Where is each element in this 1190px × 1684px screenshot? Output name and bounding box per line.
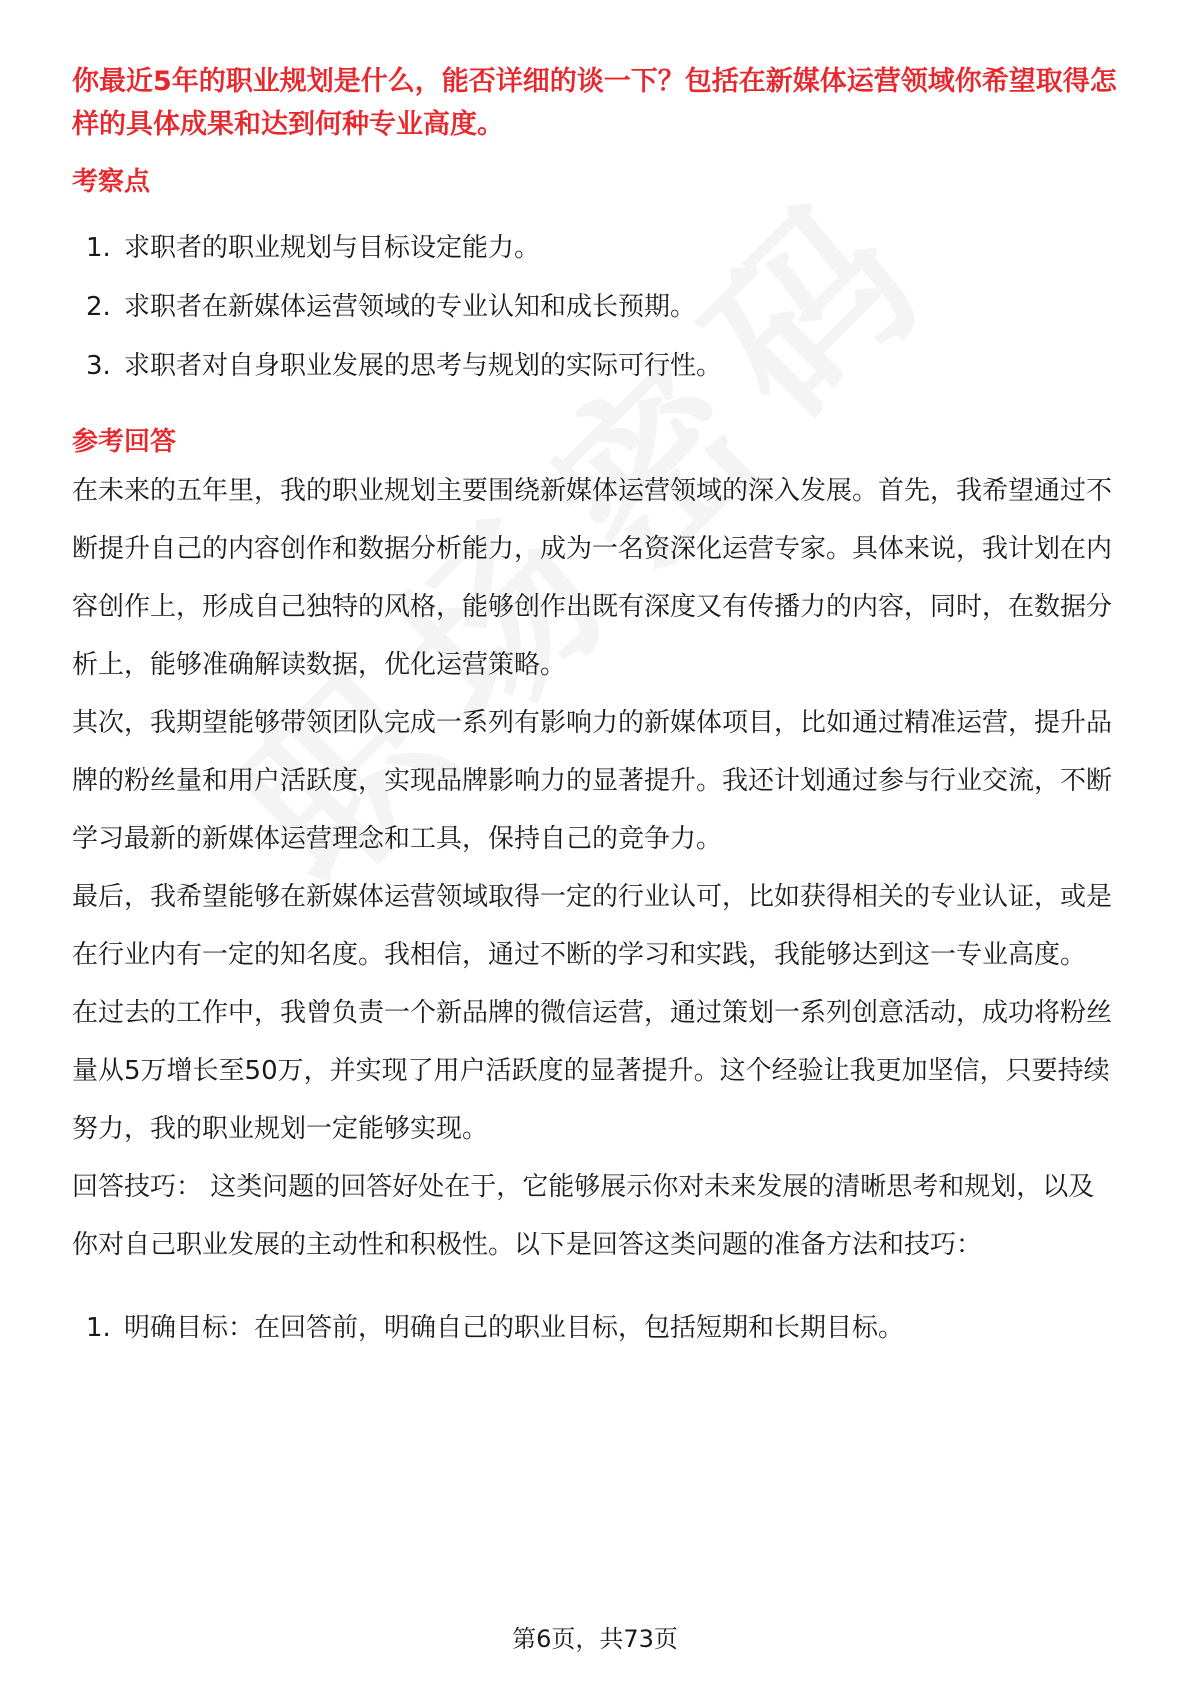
points-list [72, 228, 1118, 386]
list-number: 1. [86, 1313, 111, 1343]
list-number: 1. [86, 233, 111, 263]
list-number: 2. [86, 292, 111, 322]
list-item-text: 求职者在新媒体运营领域的专业认知和成长预期。 [124, 292, 697, 322]
answer-paragraph: 其次，我期望能够带领团队完成一系列有影响力的新媒体项目，比如通过精准运营，提升品牌的粉丝量和用户活跃度，实现品牌影响力的显著提升。我还计划通过参与行业交流，不断学习最新的新媒体运营理念和工具，保持自己的竞争力。 [72, 708, 1113, 854]
list-item-text: 求职者的职业规划与目标设定能力。 [124, 233, 541, 263]
list-item [72, 346, 1118, 386]
tips-intro-paragraph: 回答技巧： 这类问题的回答好处在于，它能够展示你对未来发展的清晰思考和规划，以及你对自己职业发展的主动性和积极性。以下是回答这类问题的准备方法和技巧： [72, 1172, 1095, 1260]
page-content [72, 60, 1118, 1348]
list-item [72, 228, 1118, 268]
points-heading: 考察点 [72, 167, 151, 197]
page-footer: 第6页，共73页 [512, 1625, 678, 1653]
answer-heading: 参考回答 [72, 427, 177, 457]
tips-list [72, 1308, 1118, 1348]
answer-paragraph: 在未来的五年里，我的职业规划主要围绕新媒体运营领域的深入发展。首先，我希望通过不断提升自己的内容创作和数据分析能力，成为一名资深化运营专家。具体来说，我计划在内容创作上，形成自己独特的风格，能够创作出既有深度又有传播力的内容，同时，在数据分析上，能够准确解读数据，优化运营策略。 [72, 476, 1113, 680]
list-item-text: 求职者对自身职业发展的思考与规划的实际可行性。 [124, 351, 723, 381]
list-item-text: 明确目标：在回答前，明确自己的职业目标，包括短期和长期目标。 [124, 1313, 905, 1343]
answer-paragraph: 最后，我希望能够在新媒体运营领域取得一定的行业认可，比如获得相关的专业认证，或是在行业内有一定的知名度。我相信，通过不断的学习和实践，我能够达到这一专业高度。 [72, 882, 1113, 970]
answer-paragraph: 在过去的工作中，我曾负责一个新品牌的微信运营，通过策划一系列创意活动，成功将粉丝量从5万增长至50万，并实现了用户活跃度的显著提升。这个经验让我更加坚信，只要持续努力，我的职业规划一定能够实现。 [72, 998, 1113, 1144]
list-item [72, 287, 1118, 327]
list-item [72, 1308, 1118, 1348]
question-title: 你最近5年的职业规划是什么，能否详细的谈一下？包括在新媒体运营领域你希望取得怎样的具体成果和达到何种专业高度。 [72, 66, 1117, 140]
list-number: 3. [86, 351, 111, 381]
